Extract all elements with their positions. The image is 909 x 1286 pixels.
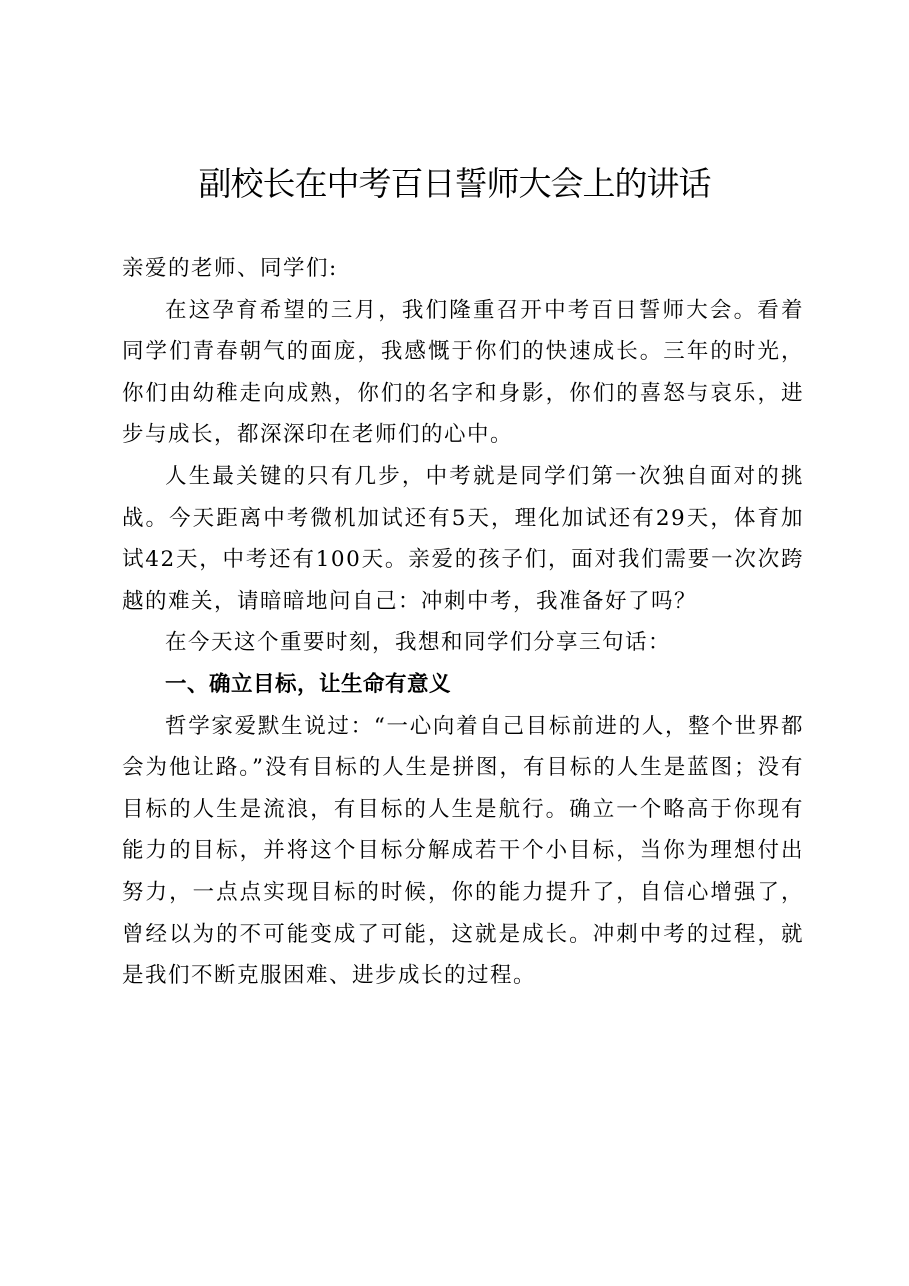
- document-title: 副校长在中考百日誓师大会上的讲话: [198, 164, 711, 203]
- document-body: [122, 248, 804, 997]
- paragraph-opening: 在这孕育希望的三月，我们隆重召开中考百日誓师大会。看着同学们青春朝气的面庞，我感慨于你们的快速成长。三年的时光，你们由幼稚走向成熟，你们的名字和身影，你们的喜怒与哀乐，进步与成长，都深深印在老师们的心中。: [122, 297, 804, 448]
- paragraph-share: 在今天这个重要时刻，我想和同学们分享三句话：: [165, 630, 672, 656]
- salutation: 亲爱的老师、同学们:: [122, 256, 338, 281]
- paragraph-challenge: 人生最关键的只有几步，中考就是同学们第一次独自面对的挑战。今天距离中考微机加试还有5天，理化加试还有29天，体育加试42天，中考还有100天。亲爱的孩子们，面对我们需要一次次跨越的难关，请暗暗地问自己：冲刺中考，我准备好了吗？: [122, 463, 804, 614]
- section-heading: 一、确立目标，让生命有意义: [165, 671, 452, 697]
- paragraph-goal: 哲学家爱默生说过：“一心向着自己目标前进的人，整个世界都会为他让路。”没有目标的人生是拼图，有目标的人生是蓝图；没有目标的人生是流浪，有目标的人生是航行。确立一个略高于你现有能力的目标，并将这个目标分解成若干个小目标，当你为理想付出努力，一点点实现目标的时候，你的能力提升了，自信心增强了，曾经以为的不可能变成了可能，这就是成长。冲刺中考的过程，就是我们不断克服困难、进步成长的过程。: [122, 713, 804, 989]
